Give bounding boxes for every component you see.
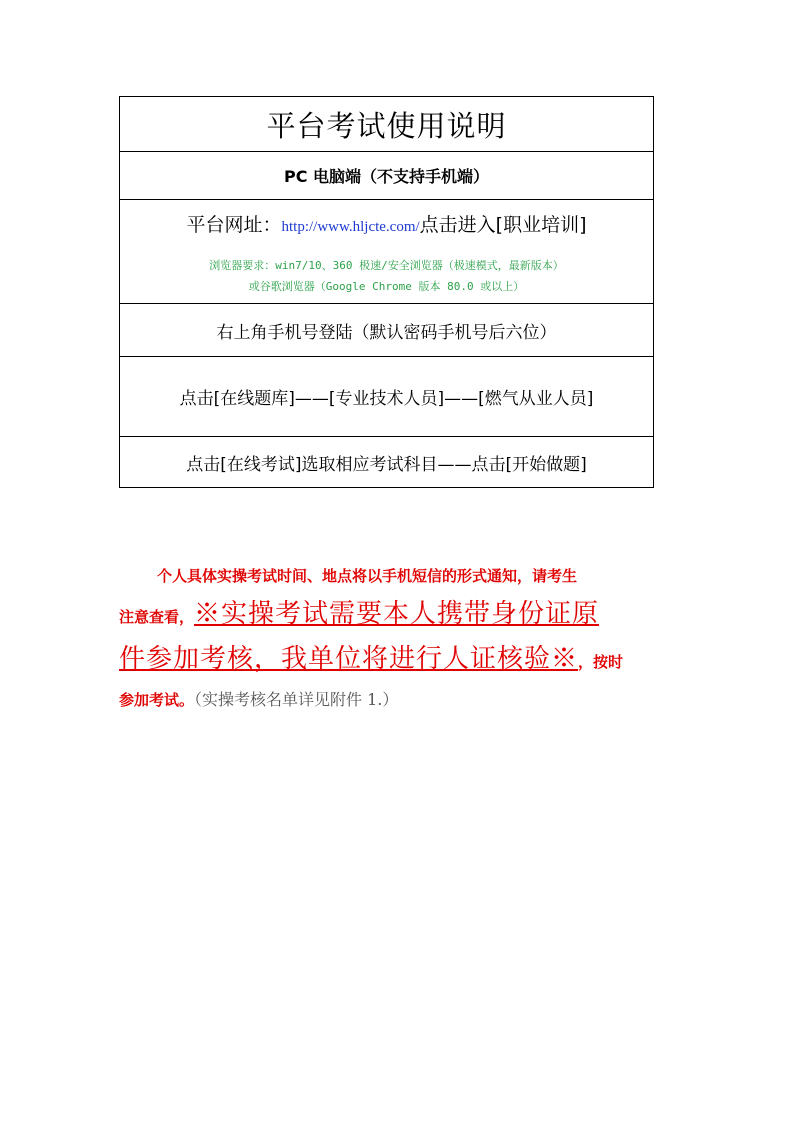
exam-notice <box>119 559 679 717</box>
site-suffix: 点击进入[职业培训] <box>419 214 587 236</box>
device-cell <box>120 152 654 200</box>
site-url-link[interactable]: http://www.hljcte.com/ <box>281 219 420 235</box>
table-title: 平台考试使用说明 <box>266 108 507 143</box>
notice-line-3-suffix: ，按时 <box>578 653 624 671</box>
notice-highlight-1: ※实操考试需要本人携带身份证原 <box>194 599 600 629</box>
exam-instruction: 点击[在线考试]选取相应考试科目——点击[开始做题] <box>186 454 587 475</box>
question-bank-instruction: 点击[在线题库]——[专业技术人员]——[燃气从业人员] <box>179 389 594 409</box>
notice-line-4-text: 参加考试。 <box>119 691 195 709</box>
notice-highlight-2: 件参加考核，我单位将进行人证核验※ <box>119 644 579 674</box>
notice-attachment-note: （实操考核名单详见附件 1.） <box>194 690 399 709</box>
browser-requirements <box>126 255 647 297</box>
site-prefix: 平台网址： <box>186 214 282 236</box>
notice-line-4 <box>119 683 679 717</box>
notice-line-3 <box>119 638 679 683</box>
login-cell <box>120 304 654 357</box>
notice-line-2-prefix: 注意查看， <box>119 608 195 626</box>
table-title-cell <box>120 97 654 152</box>
login-instruction: 右上角手机号登陆（默认密码手机号后六位） <box>216 322 557 343</box>
exam-cell <box>120 437 654 488</box>
device-label: PC 电脑端 <box>283 167 362 186</box>
browser-line-2: 或谷歌浏览器（Google Chrome 版本 80.0 或以上） <box>248 280 525 293</box>
site-cell <box>120 200 654 304</box>
question-bank-cell <box>120 357 654 437</box>
notice-line-1: 个人具体实操考试时间、地点将以手机短信的形式通知，请考生 <box>157 567 578 585</box>
site-line <box>126 210 647 237</box>
browser-line-1: 浏览器要求：win7/10、360 极速/安全浏览器（极速模式，最新版本） <box>209 259 564 272</box>
notice-line-2 <box>119 593 679 638</box>
device-note: （不支持手机端） <box>361 167 490 186</box>
instructions-table <box>119 96 654 488</box>
